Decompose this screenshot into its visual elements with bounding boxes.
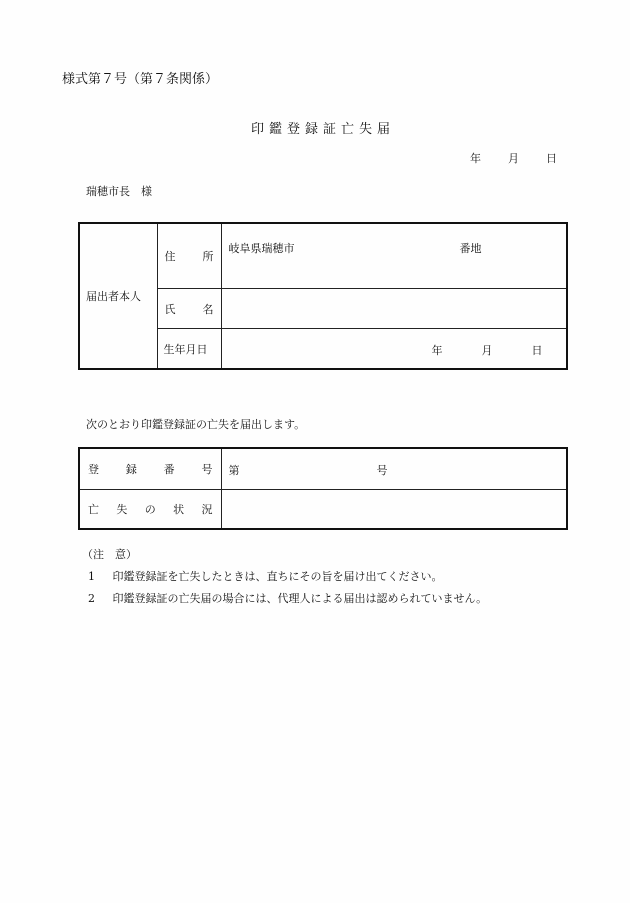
form-number: 様式第７号（第７条関係）	[62, 72, 219, 87]
name-field[interactable]	[221, 289, 567, 329]
date-month: 月	[508, 152, 519, 165]
notes-heading: （注 意）	[82, 548, 137, 561]
birth-day: 日	[531, 344, 543, 357]
note-item	[88, 590, 487, 606]
birthdate-field[interactable]	[221, 329, 567, 370]
address-label-char: 所	[202, 250, 214, 263]
reg-label-char: 登	[88, 463, 99, 476]
registration-table	[78, 447, 568, 530]
name-label-char: 氏	[164, 302, 176, 316]
address-suffix: 番地	[459, 242, 482, 255]
address-label-cell	[157, 223, 221, 289]
note-text: 印鑑登録証の亡失届の場合には、代理人による届出は認められていません。	[112, 592, 488, 605]
circ-label-char: 失	[116, 502, 128, 516]
address-label-char: 住	[164, 250, 176, 263]
form-title: 印鑑登録証亡失届	[250, 122, 395, 137]
note-text: 印鑑登録証を亡失したときは、直ちにその旨を届け出てください。	[112, 570, 443, 583]
birthdate-label: 生年月日	[163, 342, 208, 356]
circ-label-char: 亡	[88, 502, 99, 516]
birth-year: 年	[431, 344, 443, 357]
number-suffix: 号	[376, 464, 388, 477]
name-label-char: 名	[202, 302, 214, 316]
circ-label-char: 状	[173, 502, 185, 516]
birthdate-label-cell	[157, 329, 221, 370]
addressee: 瑞穂市長 様	[86, 185, 152, 198]
applicant-group-label: 届出者本人	[79, 223, 157, 369]
name-label-cell	[157, 289, 221, 329]
address-prefix: 岐阜県瑞穂市	[228, 242, 295, 255]
reg-label-char: 号	[201, 463, 213, 476]
circumstance-label-cell	[79, 490, 221, 529]
note-item	[88, 568, 443, 584]
applicant-table	[78, 222, 568, 370]
date-day: 日	[546, 152, 557, 165]
number-prefix: 第	[228, 464, 240, 477]
reg-label-char: 番	[163, 463, 175, 476]
date-year: 年	[470, 152, 481, 165]
note-number: 2	[88, 592, 95, 605]
registration-number-label-cell	[79, 448, 221, 490]
statement: 次のとおり印鑑登録証の亡失を届出します。	[86, 418, 306, 431]
address-field[interactable]	[221, 223, 567, 289]
birth-month: 月	[481, 344, 493, 357]
circumstance-field[interactable]	[221, 490, 567, 529]
circ-label-char: 況	[201, 502, 213, 516]
reg-label-char: 録	[125, 463, 137, 476]
registration-number-field[interactable]	[221, 448, 567, 490]
circ-label-char: の	[144, 502, 156, 516]
note-number: 1	[88, 570, 95, 583]
